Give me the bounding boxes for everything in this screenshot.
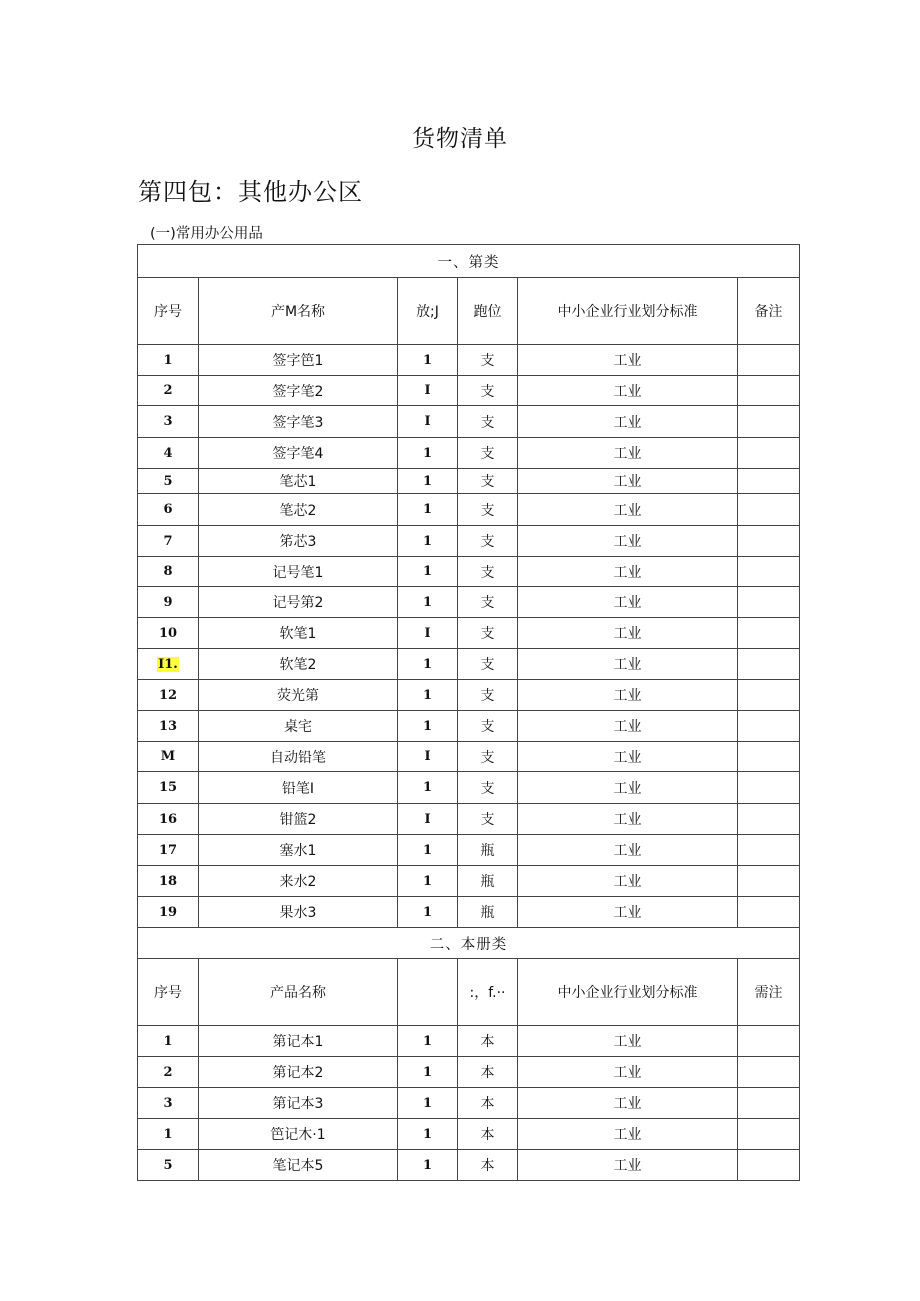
table-row [138, 1119, 800, 1150]
cell-name: 第记本3 [199, 1088, 398, 1119]
cell-no: 18 [138, 866, 199, 897]
cell-standard: 工业 [518, 680, 738, 711]
cell-note [738, 649, 800, 680]
cell-unit: 支 [458, 438, 518, 469]
table-row [138, 494, 800, 526]
cell-note [738, 618, 800, 649]
cell-standard: 工业 [518, 557, 738, 587]
cell-qty: 1 [398, 1088, 458, 1119]
cell-name: 铅笔I [199, 772, 398, 804]
cell-qty: 1 [398, 897, 458, 928]
cell-note [738, 376, 800, 406]
highlighted-row-number: I1. [158, 656, 178, 672]
cell-no [138, 649, 199, 680]
cell-note [738, 557, 800, 587]
cell-unit: 本 [458, 1057, 518, 1088]
cell-qty: 1 [398, 1150, 458, 1181]
cell-note [738, 1150, 800, 1181]
cell-unit: 瓶 [458, 866, 518, 897]
cell-name: 第记本2 [199, 1057, 398, 1088]
cell-no: 3 [138, 1088, 199, 1119]
cell-standard: 工业 [518, 469, 738, 494]
table-row [138, 376, 800, 406]
cell-note [738, 772, 800, 804]
cell-qty: 1 [398, 649, 458, 680]
cell-name: 笆记木·1 [199, 1119, 398, 1150]
cell-standard: 工业 [518, 406, 738, 438]
cell-standard: 工业 [518, 897, 738, 928]
col-header-no: 序号 [138, 959, 199, 1026]
cell-unit: 支 [458, 742, 518, 772]
package-title: 第四包：其他办公区 [138, 178, 363, 206]
cell-no: 3 [138, 406, 199, 438]
cell-name: 自动铅笔 [199, 742, 398, 772]
cell-no: 13 [138, 711, 199, 742]
cell-name: 来水2 [199, 866, 398, 897]
cell-qty: I [398, 804, 458, 835]
cell-no: 9 [138, 587, 199, 618]
cell-standard: 工业 [518, 376, 738, 406]
cell-note [738, 526, 800, 557]
column-header-row [138, 278, 800, 345]
cell-standard: 工业 [518, 587, 738, 618]
cell-unit: 支 [458, 618, 518, 649]
table-row [138, 680, 800, 711]
cell-name: 签字笆1 [199, 345, 398, 376]
cell-qty: 1 [398, 866, 458, 897]
cell-unit: 支 [458, 526, 518, 557]
cell-no: 5 [138, 469, 199, 494]
col-header-no: 序号 [138, 278, 199, 345]
col-header-qty [398, 959, 458, 1026]
cell-qty: I [398, 742, 458, 772]
cell-qty: 1 [398, 438, 458, 469]
cell-unit: 本 [458, 1088, 518, 1119]
table-row [138, 345, 800, 376]
cell-unit: 支 [458, 772, 518, 804]
col-header-note: 需注 [738, 959, 800, 1026]
col-header-unit: 跑位 [458, 278, 518, 345]
table-row [138, 1088, 800, 1119]
cell-name: 笔芯1 [199, 469, 398, 494]
cell-name: 签字笔4 [199, 438, 398, 469]
table-row [138, 526, 800, 557]
column-header-row [138, 959, 800, 1026]
cell-standard: 工业 [518, 438, 738, 469]
cell-standard: 工业 [518, 866, 738, 897]
cell-no: 17 [138, 835, 199, 866]
cell-note [738, 711, 800, 742]
col-header-name: 产M名称 [199, 278, 398, 345]
cell-note [738, 1057, 800, 1088]
cell-qty: 1 [398, 680, 458, 711]
cell-note [738, 587, 800, 618]
cell-note [738, 897, 800, 928]
cell-standard: 工业 [518, 494, 738, 526]
col-header-standard: 中小企业行业划分标准 [518, 959, 738, 1026]
cell-name: 果水3 [199, 897, 398, 928]
cell-name: 塞水1 [199, 835, 398, 866]
table-row [138, 772, 800, 804]
cell-unit: 支 [458, 804, 518, 835]
cell-note [738, 494, 800, 526]
cell-note [738, 742, 800, 772]
cell-note [738, 406, 800, 438]
cell-note [738, 1026, 800, 1057]
cell-standard: 工业 [518, 1119, 738, 1150]
table-row [138, 406, 800, 438]
section-title: 一、第类 [138, 245, 800, 278]
col-header-name: 产品名称 [199, 959, 398, 1026]
cell-note [738, 866, 800, 897]
cell-unit: 支 [458, 345, 518, 376]
cell-name: 签字笔2 [199, 376, 398, 406]
cell-unit: 瓶 [458, 897, 518, 928]
cell-name: 签字笔3 [199, 406, 398, 438]
table-row [138, 587, 800, 618]
table-row [138, 557, 800, 587]
cell-qty: 1 [398, 835, 458, 866]
cell-no: 6 [138, 494, 199, 526]
table-row [138, 1057, 800, 1088]
cell-name: 荧光第 [199, 680, 398, 711]
table-row [138, 438, 800, 469]
cell-standard: 工业 [518, 1026, 738, 1057]
cell-no: 5 [138, 1150, 199, 1181]
document-title: 货物清单 [412, 126, 508, 152]
cell-unit: 瓶 [458, 835, 518, 866]
cell-unit: 支 [458, 680, 518, 711]
cell-no: 16 [138, 804, 199, 835]
cell-name: 软笔1 [199, 618, 398, 649]
table-row [138, 649, 800, 680]
cell-standard: 工业 [518, 649, 738, 680]
goods-table [137, 244, 800, 1181]
cell-qty: 1 [398, 1026, 458, 1057]
cell-name: 软笔2 [199, 649, 398, 680]
cell-no: 1 [138, 1119, 199, 1150]
section-title: 二、本册类 [138, 928, 800, 959]
table-row [138, 835, 800, 866]
table-row [138, 1026, 800, 1057]
cell-unit: 支 [458, 557, 518, 587]
cell-qty: 1 [398, 526, 458, 557]
cell-note [738, 804, 800, 835]
cell-name: 笫芯3 [199, 526, 398, 557]
cell-note [738, 469, 800, 494]
cell-note [738, 835, 800, 866]
cell-qty: I [398, 618, 458, 649]
cell-standard: 工业 [518, 1088, 738, 1119]
cell-no: 1 [138, 345, 199, 376]
cell-unit: 本 [458, 1150, 518, 1181]
cell-qty: 1 [398, 494, 458, 526]
cell-qty: 1 [398, 557, 458, 587]
cell-note [738, 1119, 800, 1150]
cell-qty: I [398, 406, 458, 438]
cell-no: 2 [138, 1057, 199, 1088]
col-header-note: 备注 [738, 278, 800, 345]
cell-unit: 支 [458, 711, 518, 742]
cell-qty: 1 [398, 772, 458, 804]
table-row [138, 866, 800, 897]
cell-standard: 工业 [518, 1057, 738, 1088]
cell-name: 桌宅 [199, 711, 398, 742]
cell-standard: 工业 [518, 345, 738, 376]
cell-qty: 1 [398, 587, 458, 618]
cell-no: 19 [138, 897, 199, 928]
cell-name: 记号笔1 [199, 557, 398, 587]
cell-standard: 工业 [518, 804, 738, 835]
cell-qty: 1 [398, 1119, 458, 1150]
cell-no: 10 [138, 618, 199, 649]
col-header-qty: 放;J [398, 278, 458, 345]
cell-unit: 本 [458, 1026, 518, 1057]
cell-unit: 支 [458, 406, 518, 438]
cell-unit: 支 [458, 469, 518, 494]
cell-standard: 工业 [518, 835, 738, 866]
cell-unit: 支 [458, 376, 518, 406]
cell-standard: 工业 [518, 618, 738, 649]
cell-standard: 工业 [518, 1150, 738, 1181]
cell-name: 笔记本5 [199, 1150, 398, 1181]
cell-no: 12 [138, 680, 199, 711]
cell-name: 第记本1 [199, 1026, 398, 1057]
cell-no: 4 [138, 438, 199, 469]
cell-unit: 支 [458, 494, 518, 526]
cell-unit: 支 [458, 587, 518, 618]
cell-name: 钳篮2 [199, 804, 398, 835]
table-row [138, 804, 800, 835]
table-row [138, 469, 800, 494]
table-row [138, 742, 800, 772]
cell-note [738, 345, 800, 376]
cell-standard: 工业 [518, 526, 738, 557]
cell-no: 8 [138, 557, 199, 587]
cell-name: 笔芯2 [199, 494, 398, 526]
category-subtitle: (一)常用办公用品 [150, 226, 263, 242]
table-row [138, 1150, 800, 1181]
cell-qty: 1 [398, 345, 458, 376]
table-row [138, 897, 800, 928]
cell-note [738, 438, 800, 469]
cell-no: 15 [138, 772, 199, 804]
cell-no: 1 [138, 1026, 199, 1057]
section-header-row [138, 928, 800, 959]
cell-note [738, 1088, 800, 1119]
cell-unit: 支 [458, 649, 518, 680]
table-row [138, 711, 800, 742]
cell-qty: I [398, 376, 458, 406]
section-header-row [138, 245, 800, 278]
goods-table-body [138, 245, 800, 1181]
cell-standard: 工业 [518, 772, 738, 804]
cell-no: 7 [138, 526, 199, 557]
cell-unit: 本 [458, 1119, 518, 1150]
cell-standard: 工业 [518, 742, 738, 772]
cell-qty: 1 [398, 711, 458, 742]
cell-qty: 1 [398, 1057, 458, 1088]
cell-note [738, 680, 800, 711]
cell-no: M [138, 742, 199, 772]
cell-name: 记号第2 [199, 587, 398, 618]
cell-standard: 工业 [518, 711, 738, 742]
table-row [138, 618, 800, 649]
cell-qty: 1 [398, 469, 458, 494]
col-header-unit: :，f.·· [458, 959, 518, 1026]
col-header-standard: 中小企业行业划分标准 [518, 278, 738, 345]
cell-no: 2 [138, 376, 199, 406]
